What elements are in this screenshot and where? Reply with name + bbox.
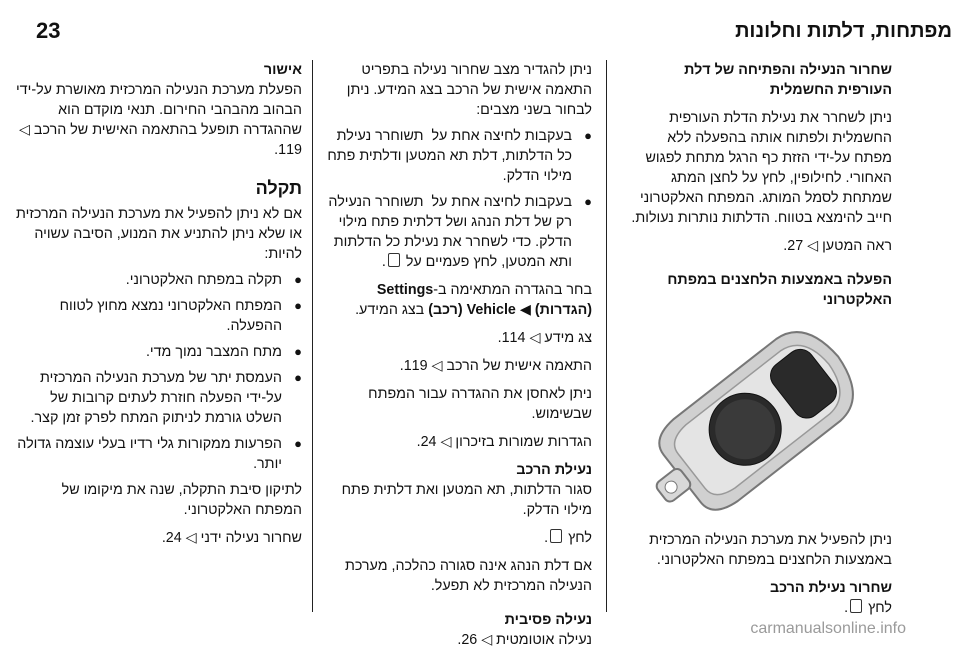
unlock-modes-list [322, 126, 592, 272]
cross-reference: הגדרות שמורות בזיכרון ◁ 24. [416, 434, 592, 450]
paragraph: ניתן לשחרר את נעילת הדלת העורפית החשמלית ולפתוח אותה בהפעלה ללא מפתח על-ידי הזזת כף הרגל מתחת לפגוש האחורי. לחילופין, לחץ על לחצן המתג שמתחת לסמל המותג. המפתח האלקטרוני חייב להימצא בטווח. הדלתות נותרות נעולות. [631, 110, 892, 226]
list-item: ● בעקבות לחיצה אחת על תשוחרר הנעילה רק של דלת הנהג ושל דלתית פתח מילוי הדלק. כדי לשחרר את נעילת כל הדלתות ותא המטען, לחץ פעמיים על . [322, 192, 592, 272]
list-item: ● מתח המצבר נמוך מדי. [12, 342, 302, 362]
section-heading-unlock: שחרור נעילת הרכב [770, 580, 892, 596]
list-item: ● תקלה במפתח האלקטרוני. [12, 270, 302, 290]
paragraph: לתיקון סיבת התקלה, שנה את מיקומו של המפתח האלקטרוני. [61, 482, 302, 518]
unlock-button-icon [850, 599, 862, 613]
page-title: מפתחות, דלתות וחלונות [735, 20, 952, 42]
section-heading-confirmation: אישור [263, 62, 302, 78]
paragraph: ניתן להגדיר מצב שחרור נעילה בתפריט התאמה אישית של הרכב בצג המידע. ניתן לבחור בשני מצבים: [346, 62, 592, 118]
paragraph: ניתן להפעיל את מערכת הנעילה המרכזית באמצעות הלחצנים במפתח האלקטרוני. [649, 532, 892, 568]
cross-reference: צג מידע ◁ 114. [497, 330, 592, 346]
paragraph: סגור הדלתות, תא המטען ואת דלתית פתח מילוי הדלק. [341, 482, 592, 518]
key-fob-icon [622, 320, 892, 520]
section-heading-lock: נעילת הרכב [516, 462, 592, 478]
list-item: ● העמסת יתר של מערכת הנעילה המרכזית על-ידי הפעלה חוזרת לעתים קרובות של השלט גורמת לניתוק המתח לפרק זמן קצר. [12, 368, 302, 428]
settings-paragraph: בחר בהגדרה המתאימה ב-Settings (הגדרות) ◀ Vehicle (רכב) בצג המידע. [355, 282, 592, 318]
page-number: 23 [36, 18, 61, 43]
unlock-button-icon [388, 253, 400, 267]
lock-button-icon [550, 529, 562, 543]
fault-causes-list [12, 270, 302, 474]
paragraph: הפעלת מערכת הנעילה המרכזית מאושרת על-ידי הבהוב מהבהבי החירום. תנאי מוקדם הוא שההגדרה תופעל בהתאמה האישית של הרכב ◁ 119. [15, 82, 302, 158]
list-item: ● בעקבות לחיצה אחת על תשוחרר נעילת כל הדלתות, דלת תא המטען ודלתית פתח מילוי הדלק. [322, 126, 592, 186]
page-header [0, 0, 960, 54]
paragraph: אם דלת הנהג אינה סגורה כהלכה, מערכת הנעילה המרכזית לא תפעל. [344, 558, 592, 594]
electronic-key-illustration [622, 320, 892, 520]
watermark: carmanualsonline.info [750, 620, 906, 637]
paragraph: ניתן לאחסן את ההגדרה עבור המפתח שבשימוש. [368, 386, 592, 422]
section-heading-key-buttons: הפעלה באמצעות הלחצנים במפתח האלקטרוני [667, 272, 892, 308]
column-left [12, 60, 302, 548]
section-heading-power-liftgate: שחרור הנעילה והפתיחה של דלת העורפית החשמלית [684, 62, 892, 98]
column-right [626, 60, 892, 618]
column-middle [322, 60, 592, 650]
column-divider [312, 60, 313, 612]
cross-reference: שחרור נעילה ידני ◁ 24. [161, 530, 302, 546]
cross-reference: נעילה אוטומטית ◁ 26. [457, 632, 592, 648]
cross-reference: ראה המטען ◁ 27. [783, 238, 892, 254]
section-heading-fault: תקלה [255, 178, 302, 198]
paragraph-press: לחץ . [844, 600, 892, 616]
column-divider [606, 60, 607, 612]
cross-reference: התאמה אישית של הרכב ◁ 119. [399, 358, 592, 374]
list-item: ● המפתח האלקטרוני נמצא מחוץ לטווח ההפעלה. [12, 296, 302, 336]
section-heading-passive-lock: נעילה פסיבית [504, 612, 592, 628]
paragraph-press: לחץ . [544, 530, 592, 546]
paragraph: אם לא ניתן להפעיל את מערכת הנעילה המרכזית או שלא ניתן להתניע את המנוע, הסיבה עשויה להיות: [16, 206, 302, 262]
list-item: ● הפרעות ממקורות גלי רדיו בעלי עוצמה גדולה יותר. [12, 434, 302, 474]
